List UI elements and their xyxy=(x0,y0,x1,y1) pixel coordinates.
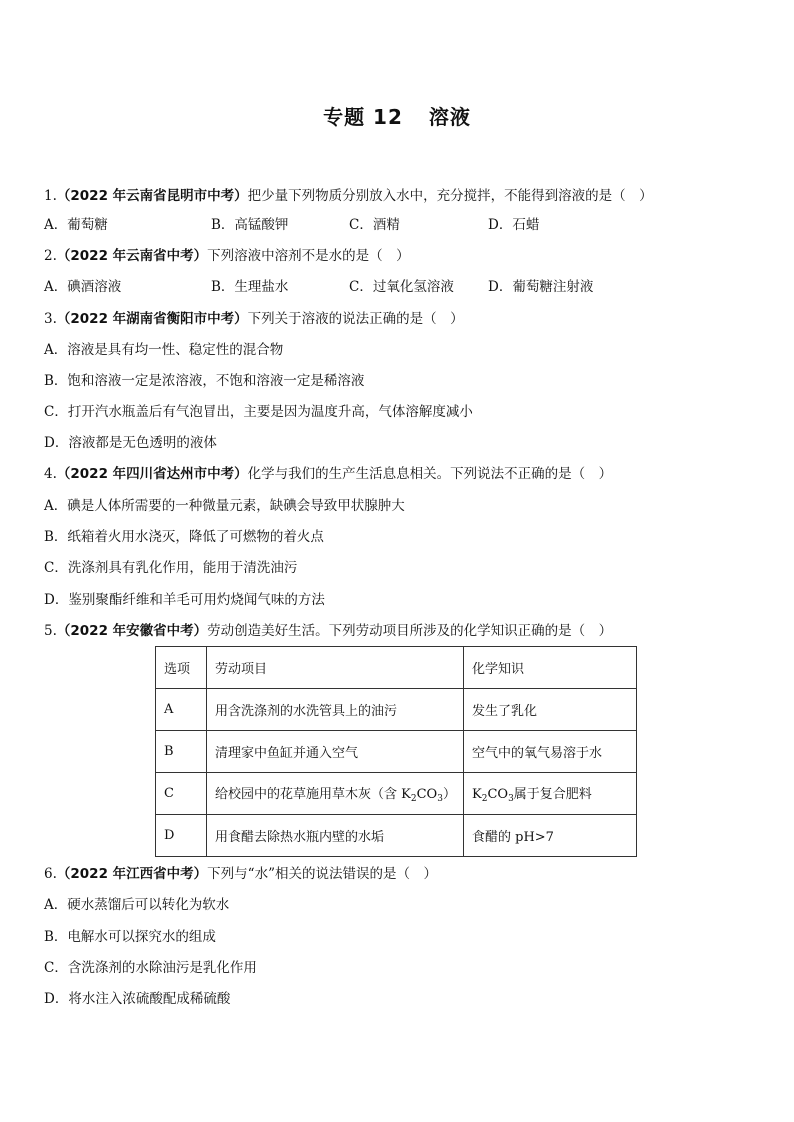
question-4-option-b: B．纸箱着火用水浇灭，降低了可燃物的着火点 xyxy=(44,529,324,545)
question-3-option-c: C．打开汽水瓶盖后有气泡冒出，主要是因为温度升高，气体溶解度减小 xyxy=(44,404,473,420)
question-2-stem: 2.（2022 年云南省中考）下列溶液中溶剂不是水的是（ ） xyxy=(44,248,410,264)
question-3-option-d: D．溶液都是无色透明的液体 xyxy=(44,435,217,451)
question-1-option-a: A．葡萄糖 xyxy=(44,217,108,233)
table-cell-knowledge: $K_2CO_3$属于复合肥料 xyxy=(464,773,637,815)
page-title xyxy=(0,101,794,130)
table-header-cell: 选项 xyxy=(156,647,207,689)
question-1-option-b: B．高锰酸钾 xyxy=(211,217,289,233)
table-header-row xyxy=(156,647,637,689)
table-header-cell: 劳动项目 xyxy=(207,647,464,689)
table-cell-task: 用食醋去除热水瓶内壁的水垢 xyxy=(207,815,464,857)
question-4-option-a: A．碘是人体所需要的一种微量元素，缺碘会导致甲状腺肿大 xyxy=(44,498,405,514)
question-6-stem: 6.（2022 年江西省中考）下列与“水”相关的说法错误的是（ ） xyxy=(44,866,437,882)
question-2-option-d: D．葡萄糖注射液 xyxy=(488,279,594,295)
question-5-stem: 5.（2022 年安徽省中考）劳动创造美好生活。下列劳动项目所涉及的化学知识正确的是（ ） xyxy=(44,623,613,639)
table-cell-option: D xyxy=(156,815,207,857)
question-6-option-c: C．含洗涤剂的水除油污是乳化作用 xyxy=(44,960,257,976)
table-row xyxy=(156,689,637,731)
question-4-option-c: C．洗涤剂具有乳化作用，能用于清洗油污 xyxy=(44,560,298,576)
table-header-cell: 化学知识 xyxy=(464,647,637,689)
table-row xyxy=(156,815,637,857)
question-1-option-c: C．酒精 xyxy=(349,217,400,233)
table-row xyxy=(156,731,637,773)
question-6-option-b: B．电解水可以探究水的组成 xyxy=(44,929,216,945)
question-1-stem: 1.（2022 年云南省昆明市中考）把少量下列物质分别放入水中，充分搅拌，不能得到溶液的是（ ） xyxy=(44,188,653,204)
table-cell-task: 清理家中鱼缸并通入空气 xyxy=(207,731,464,773)
question-4-stem: 4.（2022 年四川省达州市中考）化学与我们的生产生活息息相关。下列说法不正确的是（ ） xyxy=(44,466,613,482)
table-row xyxy=(156,773,637,815)
table-cell-knowledge: 发生了乳化 xyxy=(464,689,637,731)
question-source: （2022 年云南省昆明市中考） xyxy=(56,188,248,204)
question-source: （2022 年云南省中考） xyxy=(56,248,208,264)
question-source: （2022 年四川省达州市中考） xyxy=(56,466,248,482)
title-topic: 专题 12 xyxy=(323,105,403,129)
title-name: 溶液 xyxy=(428,105,471,129)
question-6-option-d: D．将水注入浓硫酸配成稀硫酸 xyxy=(44,991,231,1007)
question-source: （2022 年安徽省中考） xyxy=(56,623,208,639)
question-source: （2022 年江西省中考） xyxy=(56,866,208,882)
table-cell-task: 给校园中的花草施用草木灰（含 $K_2CO_3$） xyxy=(207,773,464,815)
question-1-option-d: D．石蜡 xyxy=(488,217,540,233)
table-cell-knowledge: 空气中的氧气易溶于水 xyxy=(464,731,637,773)
question-3-option-b: B．饱和溶液一定是浓溶液，不饱和溶液一定是稀溶液 xyxy=(44,373,365,389)
question-4-option-d: D．鉴别聚酯纤维和羊毛可用灼烧闻气味的方法 xyxy=(44,592,325,608)
table-cell-knowledge: 食醋的 pH>7 xyxy=(464,815,637,857)
question-3-option-a: A．溶液是具有均一性、稳定性的混合物 xyxy=(44,342,284,358)
question-5-table xyxy=(155,646,637,857)
question-2-option-a: A．碘酒溶液 xyxy=(44,279,122,295)
question-6-option-a: A．硬水蒸馏后可以转化为软水 xyxy=(44,897,230,913)
table-cell-task: 用含洗涤剂的水洗管具上的油污 xyxy=(207,689,464,731)
question-2-option-c: C．过氧化氢溶液 xyxy=(349,279,454,295)
table-cell-option: A xyxy=(156,689,207,731)
question-3-stem: 3.（2022 年湖南省衡阳市中考）下列关于溶液的说法正确的是（ ） xyxy=(44,311,464,327)
table-cell-option: C xyxy=(156,773,207,815)
question-2-option-b: B．生理盐水 xyxy=(211,279,289,295)
table-cell-option: B xyxy=(156,731,207,773)
question-source: （2022 年湖南省衡阳市中考） xyxy=(56,311,248,327)
